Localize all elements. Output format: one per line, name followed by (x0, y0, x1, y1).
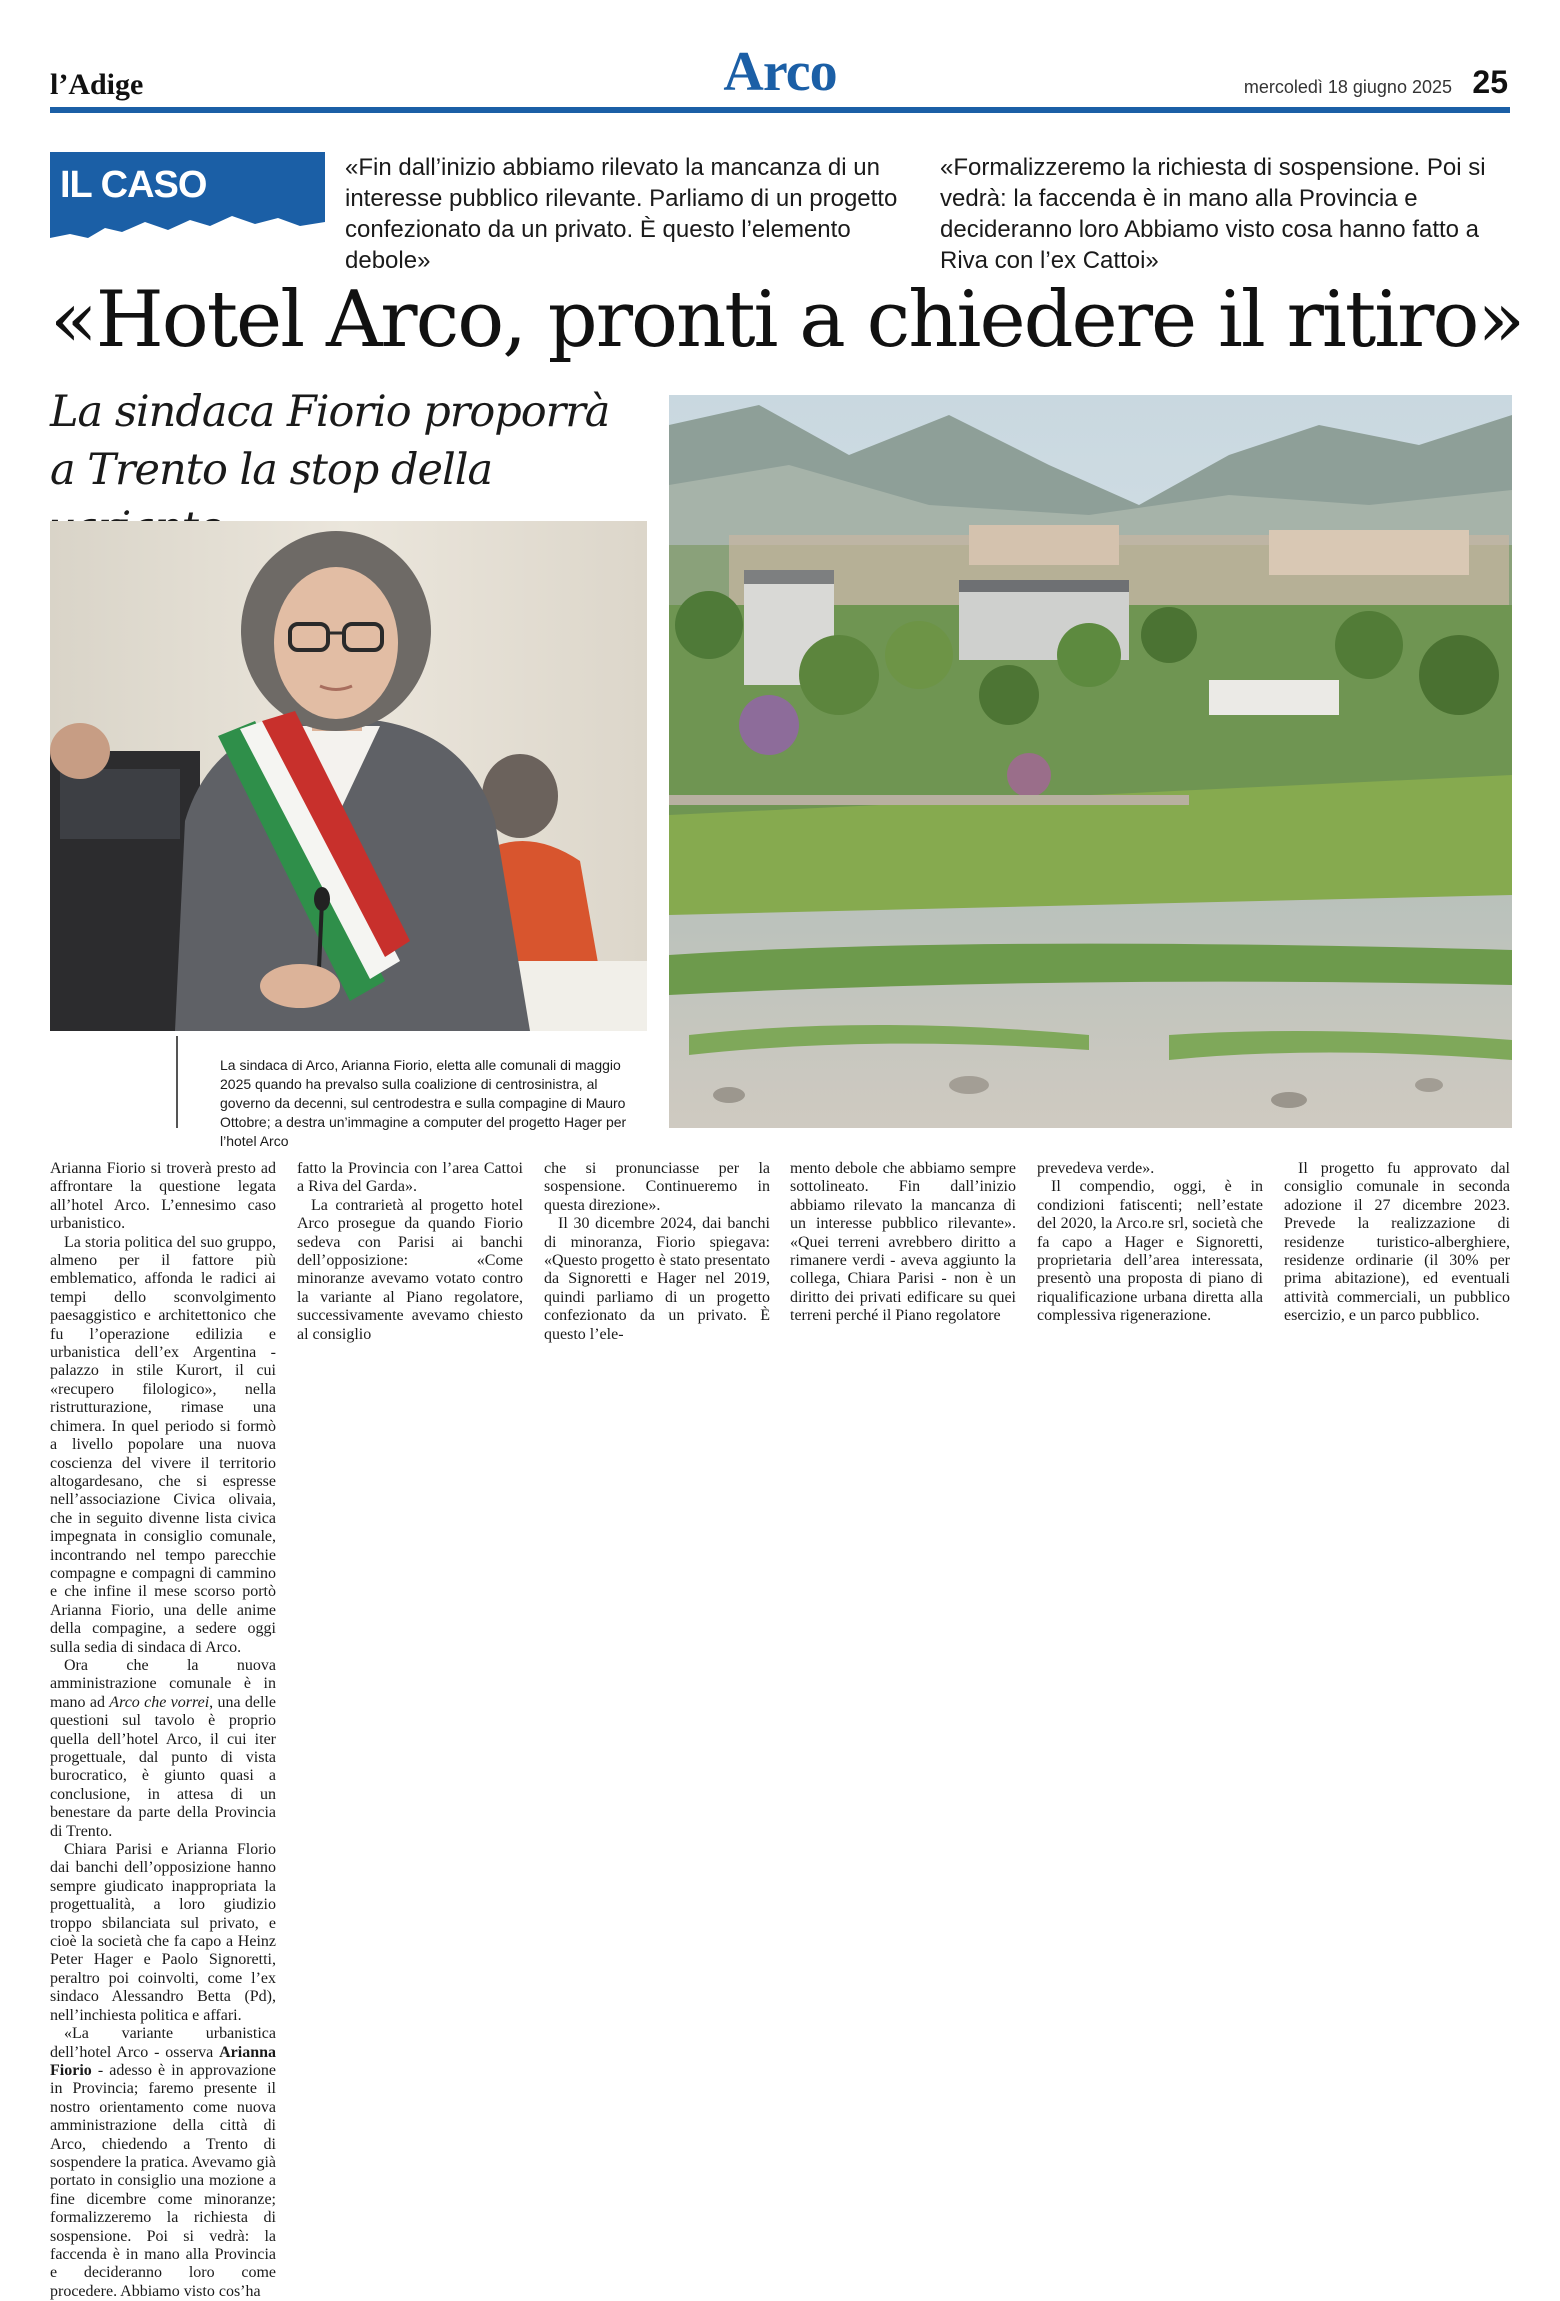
headline: «Hotel Arco, pronti a chiedere il ritiro» (50, 275, 1524, 365)
kicker-box (50, 152, 325, 250)
text-run: «La variante urbanistica dell’hotel Arco - osserva (50, 2025, 276, 2061)
paragraph: Arianna Fiorio si troverà presto ad affrontare la questione legata all’hotel Arco. L’ennesimo caso urbanistico. (50, 1160, 276, 1233)
mountain-graphic (50, 208, 325, 250)
mayor-photo (50, 521, 647, 1031)
subhead-line-1: La sindaca Fiorio proporrà (50, 387, 610, 437)
paragraph: La storia politica del suo gruppo, almeno per il fattore più emblematico, affonda le radici ai tempi dello sconvolgimento paesaggistico e architettonico che fu l’operazione edilizia e urbanistica dell’ex Argentina - palazzo in stile Kurort, il cui «recupero filologico», nella ristrutturazione, rimase una chimera. In quel periodo si formò a livello popolare una nuova coscienza del vivere il territorio altogardesano, che si espresse nell’associazione Civica olivaia, che in seguito divenne lista civica impegnata in consiglio comunale, incontrando nel tempo parecchie compagne e compagni di cammino e che infine il mese scorso portò Arianna Fiorio, una delle anime della compagine, a sedere oggi sulla sedia di sindaca di Arco. (50, 1233, 276, 1656)
photo-caption: La sindaca di Arco, Arianna Fiorio, eletta alle comunali di maggio 2025 quando ha prevalso sulla coalizione di centrosinistra, al governo da decenni, sul centrodestra e sulla compagine di Mauro Ottobre; a destra un’immagine a computer del progetto Hager per l’hotel Arco (220, 1057, 627, 1149)
section-title: Arco (723, 41, 837, 103)
article-column-5 (1037, 1160, 1263, 1326)
issue-date: mercoledì 18 giugno 2025 (1243, 77, 1452, 97)
paragraph: che si pronunciasse per la sospensione. Continueremo in questa direzione». (544, 1160, 770, 1214)
text-run: Ora che la nuova amministrazione comunale è in mano ad (50, 1656, 276, 1711)
masthead: l’Adige (50, 68, 144, 101)
paragraph: fatto la Provincia con l’area Cattoi a Riva del Garda». (297, 1160, 523, 1196)
page-number: 25 (1472, 64, 1508, 100)
list-name: Arco che vorrei (109, 1693, 210, 1711)
pull-quote-right: «Formalizzeremo la richiesta di sospensione. Poi si vedrà: la faccenda è in mano alla Provincia e decideranno loro Abbiamo visto cosa hanno fatto a Riva con l’ex Cattoi» (940, 154, 1486, 274)
text-run: , una delle questioni sul tavolo è proprio quella dell’hotel Arco, il cui iter progettuale, dal punto di vista burocratico, è giunto quasi a conclusione, in attesa di un benestare da parte della Provincia di Trento. (50, 1693, 276, 1840)
article-column-1 (50, 1160, 276, 2301)
article-column-2 (297, 1160, 523, 1344)
speaker-name: Arianna Fiorio (50, 2043, 276, 2079)
paragraph: Il 30 dicembre 2024, dai banchi di minoranza, Fiorio spiegava: «Questo progetto è stato presentato da Signoretti e Hager nel 2019, quindi parliamo di un progetto confezionato da un privato. È questo l’ele- (544, 1215, 770, 1343)
paragraph: Chiara Parisi e Arianna Florio dai banchi dell’opposizione hanno sempre giudicato inappropriata la progettualità, a loro giudizio troppo sbilanciata sul privato, e cioè la società che fa capo a Heinz Peter Hager e Paolo Signoretti, peraltro poi coinvolti, come l’ex sindaco Alessandro Betta (Pd), nell’inchiesta politica e affari. (50, 1841, 276, 2024)
paragraph: Il progetto fu approvato dal consiglio comunale in seconda adozione il 27 dicembre 2023. Prevede la realizzazione di residenze turistico-alberghiere, residenze ordinarie (il 30% per prima abitazione), ed eventuali attività commerciali, un pubblico esercizio, e un parco pubblico. (1284, 1160, 1510, 1325)
article-column-4 (790, 1160, 1016, 1326)
paragraph: mento debole che abbiamo sempre sottolineato. Fin dall’inizio abbiamo rilevato la mancanza di un interesse pubblico rilevante». «Quei terreni avrebbero diritto a rimanere verdi - aveva aggiunto la collega, Chiara Parisi - non è un diritto dei privati edificare su quei terreni perché il Piano regolatore (790, 1160, 1016, 1325)
article-column-3 (544, 1160, 770, 1344)
article-column-6 (1284, 1160, 1510, 1326)
text-run: - adesso è in approvazione in Provincia; faremo presente il nostro orientamento come nuova amministrazione della città di Arco, chiedendo a Trento di sospendere la pratica. Avevamo già portato in consiglio una mozione a fine dicembre come minoranze; formalizzeremo la richiesta di sospensione. Poi si vedrà: la faccenda è in mano alla Provincia e decideranno loro come procedere. Abbiamo visto cos’ha (50, 2061, 276, 2300)
paragraph (50, 1657, 276, 1841)
header-rule (50, 107, 1510, 113)
project-rendering (669, 395, 1512, 1128)
paragraph: La contrarietà al progetto hotel Arco prosegue da quando Fiorio sedeva con Parisi ai banchi dell’opposizione: «Come minoranze avevamo votato contro la variante al Piano regolatore, successivamente avevamo chiesto al consiglio (297, 1196, 523, 1343)
paragraph: prevedeva verde». (1037, 1160, 1155, 1177)
paragraph (50, 2025, 276, 2301)
caption-rule (176, 1036, 178, 1128)
subhead-line-2: a Trento la stop della (50, 445, 493, 495)
pull-quote-left: «Fin dall’inizio abbiamo rilevato la mancanza di un interesse pubblico rilevante. Parliamo di un progetto confezionato da un privato. È questo l’elemento debole» (345, 154, 898, 274)
kicker-label: IL CASO (60, 164, 207, 206)
paragraph: Il compendio, oggi, è in condizioni fatiscenti; nell’estate del 2020, la Arco.re srl, società che fa capo a Hager e Signoretti, proprietaria dell’area interessata, presentò una proposta di piano di riqualificazione urbana diretta alla complessiva rigenerazione. (1037, 1178, 1263, 1325)
